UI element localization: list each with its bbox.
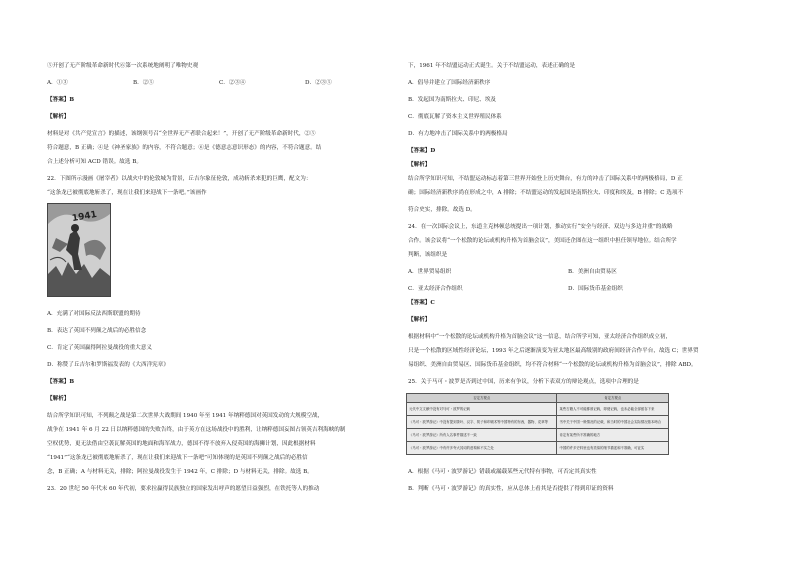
table-header-cell: 否定方观点	[407, 394, 557, 403]
table-row	[407, 442, 669, 455]
analysis-text: 合上述分析可知 ACD 错误。故选 B。	[47, 159, 142, 165]
analysis-text: 易组织、美洲自由贸易区、国际货币基金组织，均不符合材料“一个松散的论坛或机构升格为首脑会议”，排除 ABD。	[408, 362, 697, 368]
analysis-text: 空权优势，更无法借由空袭瓦解英国的地面和海军战力，德国不得不放弃入侵英国的海狮计划，因此根据材料	[47, 441, 316, 447]
q24-option-d: D．国际货币基金组织	[568, 286, 623, 292]
table-cell: 中国的许多史料里也有类似的细节描述和不准确，可证实	[557, 442, 669, 455]
table-row	[407, 429, 669, 442]
analysis-text: 材料是对《共产党宣言》的描述，该纲领号召“全世界无产者联合起来！”，开创了无产阶级革命新时代，②⑤	[47, 131, 316, 137]
question-23-stem: 23．20 世纪 50 年代末 60 年代初，要求拉赢得民族独立的国家发出呼声的愿望日益强烈，在铁托等人的推动	[47, 486, 320, 492]
q24-option-a: A．世界贸易组织	[408, 269, 452, 275]
table-cell: 《马可・波罗游记》中有许多夸大其词的虚构和不实之处	[407, 442, 557, 455]
analysis-text: 符合史实，排除。故选 D。	[408, 207, 476, 213]
q22-option-a: A．充满了对国际反法西斯联盟的期待	[47, 311, 141, 317]
question-24-stem: 合作。该会议将“一个松散的论坛或机构升格为首脑会议”，美国还企图在这一组织中担任领导地位。结合所学	[408, 238, 677, 244]
slaughterer-cartoon-image	[47, 203, 111, 297]
analysis-text: 符合题意，B 正确；④是《神圣家族》的内容，不符合题意；⑥是《德意志意识形态》的内容，不符合题意。结	[47, 145, 322, 151]
analysis-label: 【解析】	[408, 162, 431, 168]
analysis-text: 战争在 1941 年 6 月 22 日以纳粹德国的失败告终，由于英方在这场战役中的胜利，让纳粹德国妄图占领英吉利海峡的制	[47, 427, 346, 433]
analysis-text: 根据材料中“一个松散的论坛或机构升格为首脑会议”这一信息，结合所学可知，亚太经济合作组织成立初，	[408, 334, 672, 340]
q21-option-line: ⑤开创了无产阶级革命新时代⑥第一次系统地阐明了唯物史观	[47, 63, 199, 69]
analysis-label: 【解析】	[47, 114, 70, 120]
table-cell: 肯定有某些所不准确的地方	[557, 429, 669, 442]
table-row	[407, 416, 669, 429]
table-cell: 某些古籍人不可能都被记载，即便记载，也未必能全部留存下来	[557, 403, 669, 416]
q24-option-c: C．亚太经济合作组织	[408, 286, 463, 292]
q22-option-c: C．肯定了英国赢得阿拉曼战役的重大意义	[47, 345, 152, 351]
debate-viewpoints-table	[406, 393, 669, 455]
q23-option-d: D．有力地冲击了国际关系中的两极格局	[408, 131, 508, 137]
question-22-stem: “这条龙已被彻底地斩杀了，现在让我们来迎战下一条吧。”该画作	[47, 190, 207, 196]
q24-option-b: B．美洲自由贸易区	[568, 269, 617, 275]
question-22-stem: 22．下图所示漫画《屠宰者》以战火中的伦敦城为背景，丘吉尔象征伦敦，成功斩杀来犯的巨鹰，配文为：	[47, 176, 312, 182]
cartoon-caption: 1941	[71, 209, 98, 225]
analysis-text: 结合所学知识可知，不列颠之战是第二次世界大战期间 1940 年至 1941 年纳粹德国对英国发动的大规模空战，	[47, 413, 324, 419]
q22-option-b: B．表达了英国不列颠之战后的必胜信念	[47, 328, 147, 334]
q23-option-a: A．倡导并建立了国际经济新秩序	[408, 80, 491, 86]
analysis-text: “1941”“这条龙已被彻底地斩杀了，现在让我们来迎战下一条吧”可知体现的是英国不列颠之战后的必胜信	[47, 455, 308, 461]
answer-label: 【答案】B	[47, 97, 75, 103]
answer-label: 【答案】D	[408, 148, 436, 154]
table-cell: 元代中文文献中没有对马可・波罗的记载	[407, 403, 557, 416]
analysis-text: 只是一个松散的区域性经济论坛，1993 年之后逐渐演变为亚太地区最高级别的政府间经济合作平台，故选 C；世界贸	[408, 348, 699, 354]
q23-option-b: B．发起国为南斯拉夫、印尼、埃及	[408, 97, 497, 103]
q25-option-b: B．判断《马可・波罗游记》的真实性，应从总体上看其是否提供了得到印证的资料	[408, 486, 614, 492]
analysis-text: 确；国际经济新秩序尚在形成之中，A 排除；不结盟运动的发起国是南斯拉夫、印度和埃及，B 排除；C 选项不	[408, 190, 684, 196]
q21-option-c: C．②③④	[219, 80, 246, 86]
table-header-row	[407, 394, 669, 403]
q22-option-d: D．称赞了丘吉尔和罗斯福发表的《大西洋宪章》	[47, 362, 169, 368]
table-cell: 《马可・波罗游记》所有人名事件描述不一致	[407, 429, 557, 442]
table-cell: 书中关于中国一般情况的记载，和当时的中国社会实际情况基本吻合	[557, 416, 669, 429]
analysis-text: 结合所学知识可知，不结盟运动标志着第三世界开始登上历史舞台，有力的冲击了国际关系中的两极格局，D 正	[408, 176, 683, 182]
question-25-stem: 25．关于马可・波罗是否到过中国，历来有争议，分析下表双方的辩论观点，选项中合理的是	[408, 379, 639, 385]
question-24-stem: 24．在一次国际会议上，东道主克林顿总统提出一项计划，推动实行“安全与经济、双边与多边并重”的战略	[408, 224, 673, 230]
question-24-stem: 判断，该组织是	[408, 252, 448, 258]
q21-option-d: D．②③⑤	[305, 80, 332, 86]
q21-option-b: B．②⑤	[133, 80, 154, 86]
question-23-stem: 下，1961 年不结盟运动正式诞生。关于不结盟运动，表述正确的是	[408, 63, 576, 69]
q23-option-c: C．彻底瓦解了资本主义世界殖民体系	[408, 114, 502, 120]
table-row	[407, 403, 669, 416]
answer-label: 【答案】C	[408, 300, 435, 306]
table-header-cell: 肯定方观点	[557, 394, 669, 403]
analysis-label: 【解析】	[408, 317, 431, 323]
q21-option-a: A．①③	[47, 80, 68, 86]
table-cell: 《马可・波罗游记》中没有提到茶叶、汉字、筷子和印刷术等中国特有的东西，器物、花草等	[407, 416, 557, 429]
analysis-label: 【解析】	[47, 396, 70, 402]
analysis-text: 念，B 正确；A 与材料无关，排除；阿拉曼战役发生于 1942 年，C 排除；D 与材料无关，排除。故选 B。	[47, 469, 313, 475]
answer-label: 【答案】B	[47, 379, 75, 385]
q25-option-a: A．根据《马可・波罗游记》错载或漏载某些元代特有事物，可否定其真实性	[408, 469, 597, 475]
